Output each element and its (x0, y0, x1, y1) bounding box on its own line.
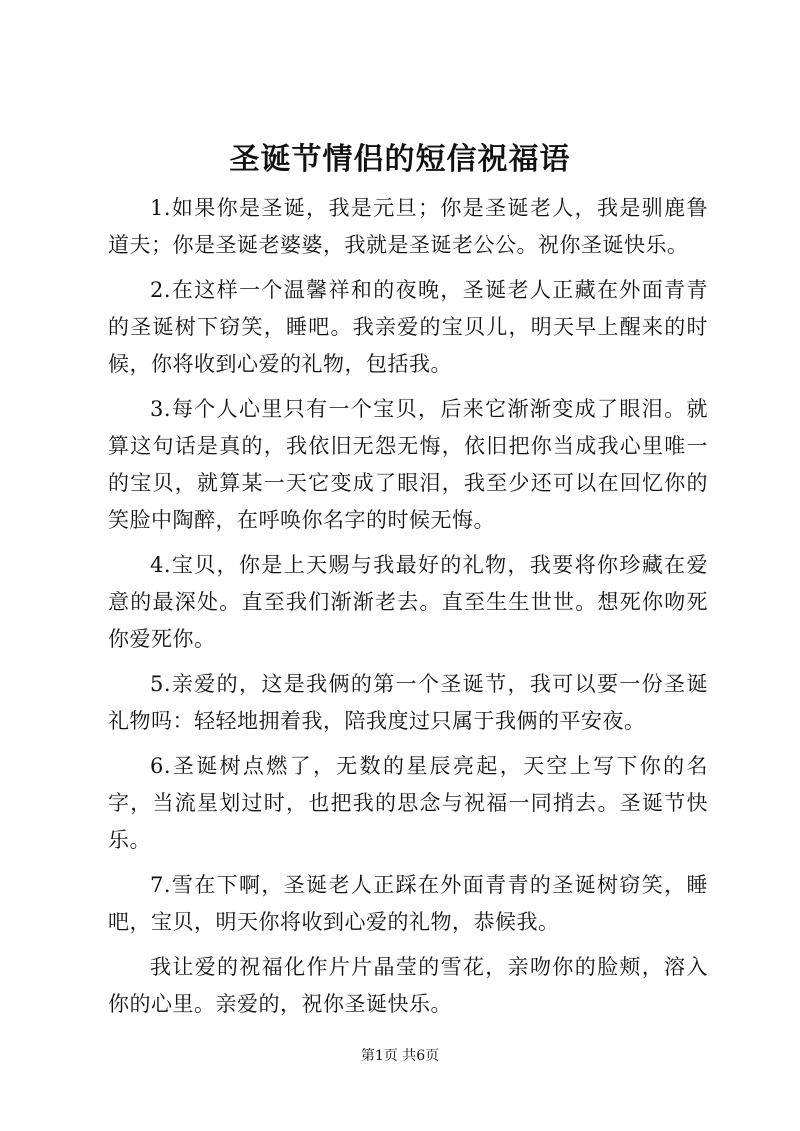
paragraph-4: 4.宝贝，你是上天赐与我最好的礼物，我要将你珍藏在爱意的最深处。直至我们渐渐老去。直至生生世世。想死你吻死你爱死你。 (108, 553, 708, 651)
paragraph-2: 2.在这样一个温馨祥和的夜晚，圣诞老人正藏在外面青青的圣诞树下窃笑，睡吧。我亲爱的宝贝儿，明天早上醒来的时候，你将收到心爱的礼物，包括我。 (108, 278, 708, 376)
paragraph-8: 我让爱的祝福化作片片晶莹的雪花，亲吻你的脸颊，溶入你的心里。亲爱的，祝你圣诞快乐。 (108, 955, 708, 1016)
page-title: 圣诞节情侣的短信祝福语 (229, 142, 571, 177)
paragraph-3: 3.每个人心里只有一个宝贝，后来它渐渐变成了眼泪。就算这句话是真的，我依旧无怨无悔，依旧把你当成我心里唯一的宝贝，就算某一天它变成了眼泪，我至少还可以在回忆你的笑脸中陶醉，在呼唤你名字的时候无悔。 (108, 397, 708, 532)
paragraph-6: 6.圣诞树点燃了，无数的星辰亮起，天空上写下你的名字，当流星划过时，也把我的思念与祝福一同捎去。圣诞节快乐。 (108, 754, 708, 852)
paragraph-1: 1.如果你是圣诞，我是元旦；你是圣诞老人，我是驯鹿鲁道夫；你是圣诞老婆婆，我就是圣诞老公公。祝你圣诞快乐。 (108, 196, 708, 257)
paragraph-7: 7.雪在下啊，圣诞老人正踩在外面青青的圣诞树窃笑，睡吧，宝贝，明天你将收到心爱的礼物，恭候我。 (108, 873, 708, 934)
document-body (108, 190, 708, 1031)
paragraph-5: 5.亲爱的，这是我俩的第一个圣诞节，我可以要一份圣诞礼物吗：轻轻地拥着我，陪我度过只属于我俩的平安夜。 (108, 672, 708, 733)
page-number-footer: 第1页 共6页 (360, 1048, 440, 1064)
